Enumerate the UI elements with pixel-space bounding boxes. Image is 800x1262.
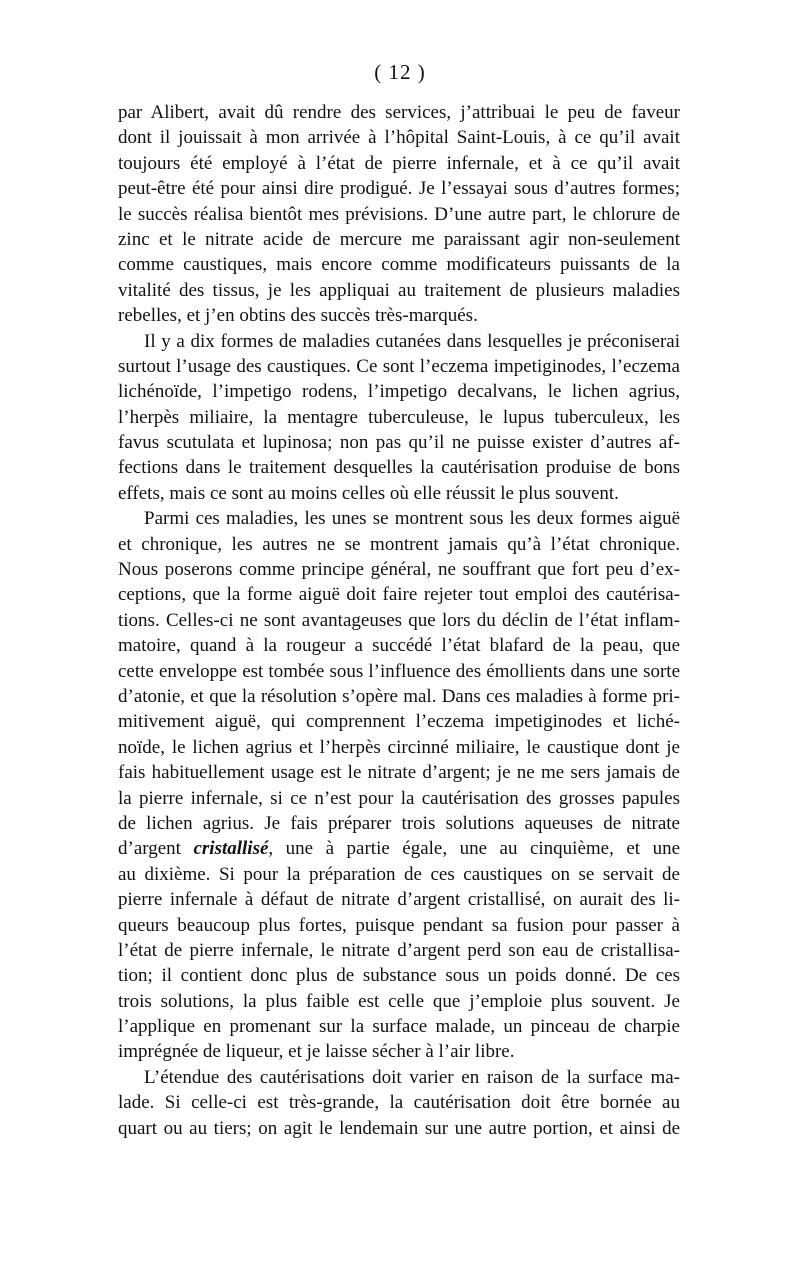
- body-text: [118, 100, 680, 1141]
- text-line: la pierre infernale, si ce n’est pour la cautérisation des grosses papules: [118, 787, 680, 809]
- text-line: favus scutulata et lupinosa; non pas qu’il ne puisse exister d’autres af-: [118, 432, 680, 454]
- text-line: comme caustiques, mais encore comme modificateurs puissants de la: [118, 254, 680, 276]
- text-line: trois solutions, la plus faible est celle que j’emploie plus souvent. Je: [118, 990, 680, 1012]
- text-line: zinc et le nitrate acide de mercure me paraissant agir non-seulement: [118, 228, 680, 250]
- text-line: surtout l’usage des caustiques. Ce sont l’eczema impetiginodes, l’eczema: [118, 355, 680, 377]
- text-line: fections dans le traitement desquelles la cautérisation produise de bons: [118, 457, 680, 479]
- text-line: quart ou au tiers; on agit le lendemain sur une autre portion, et ainsi de: [118, 1117, 680, 1139]
- text-line: lichénoïde, l’impetigo rodens, l’impetigo decalvans, le lichen agrius,: [118, 381, 680, 403]
- text-line: et chronique, les autres ne se montrent jamais qu’à l’état chronique.: [118, 533, 680, 555]
- paragraph-4: [118, 1065, 680, 1141]
- text-line: l’herpès miliaire, la mentagre tuberculeuse, le lupus tuberculeux, les: [118, 406, 680, 428]
- text-line: fais habituellement usage est le nitrate d’argent; je ne me sers jamais de: [118, 762, 680, 784]
- text-line: peut-être été pour ainsi dire prodigué. Je l’essayai sous d’autres formes;: [118, 178, 680, 200]
- emphasized-word: cristallisé: [193, 838, 269, 860]
- paragraph-1: [118, 100, 680, 329]
- text-segment: d’argent: [118, 838, 194, 860]
- text-line: mitivement aiguë, qui comprennent l’eczema impetiginodes et liché-: [118, 711, 680, 733]
- text-line: dont il jouissait à mon arrivée à l’hôpital Saint-Louis, à ce qu’il avait: [118, 127, 680, 149]
- text-line: l’état de pierre infernale, le nitrate d’argent perd son eau de cristallisa-: [118, 939, 680, 961]
- text-line: noïde, le lichen agrius et l’herpès circinné miliaire, le caustique dont je: [118, 736, 680, 758]
- text-segment: , une à partie égale, une au cinquième, et une: [268, 838, 681, 860]
- text-line: l’applique en promenant sur la surface malade, un pinceau de charpie: [118, 1016, 680, 1038]
- text-line: L’étendue des cautérisations doit varier en raison de la surface ma-: [144, 1066, 680, 1088]
- text-line: au dixième. Si pour la préparation de ces caustiques on se servait de: [118, 863, 680, 885]
- text-line: de lichen agrius. Je fais préparer trois solutions aqueuses de nitrate: [118, 812, 680, 834]
- text-line: Nous poserons comme principe général, ne souffrant que fort peu d’ex-: [118, 559, 680, 581]
- text-line: imprégnée de liqueur, et je laisse sécher à l’air libre.: [118, 1041, 515, 1063]
- text-line: ceptions, que la forme aiguë doit faire rejeter tout emploi des cautérisa-: [118, 584, 680, 606]
- text-line: le succès réalisa bientôt mes prévisions. D’une autre part, le chlorure de: [118, 203, 680, 225]
- text-line: vitalité des tissus, je les appliquai au traitement de plusieurs maladies: [118, 279, 680, 301]
- paragraph-3: [118, 506, 680, 1065]
- text-line: queurs beaucoup plus fortes, puisque pendant sa fusion pour passer à: [118, 914, 680, 936]
- text-line: pierre infernale à défaut de nitrate d’argent cristallisé, on aurait des li-: [118, 889, 680, 911]
- page-number: ( 12 ): [374, 60, 426, 84]
- text-line: tion; il contient donc plus de substance sous un poids donné. De ces: [118, 965, 680, 987]
- text-line: Il y a dix formes de maladies cutanées dans lesquelles je préconiserai: [144, 330, 680, 352]
- text-line: d’atonie, et que la résolution s’opère mal. Dans ces maladies à forme pri-: [118, 685, 680, 707]
- text-line: effets, mais ce sont au moins celles où elle réussit le plus souvent.: [118, 482, 619, 504]
- paragraph-2: [118, 329, 680, 507]
- text-line: Parmi ces maladies, les unes se montrent sous les deux formes aiguë: [144, 508, 680, 530]
- text-line: rebelles, et j’en obtins des succès très-marqués.: [118, 305, 478, 327]
- text-line: matoire, quand à la rougeur a succédé l’état blafard de la peau, que: [118, 635, 680, 657]
- text-line: toujours été employé à l’état de pierre infernale, et à ce qu’il avait: [118, 152, 680, 174]
- text-line: cette enveloppe est tombée sous l’influence des émollients dans une sorte: [118, 660, 680, 682]
- text-line: tions. Celles-ci ne sont avantageuses que lors du déclin de l’état inflam-: [118, 609, 680, 631]
- text-line-emphasis: [118, 836, 680, 861]
- text-line: par Alibert, avait dû rendre des services, j’attribuai le peu de faveur: [118, 102, 680, 123]
- text-line: lade. Si celle-ci est très-grande, la cautérisation doit être bornée au: [118, 1092, 680, 1114]
